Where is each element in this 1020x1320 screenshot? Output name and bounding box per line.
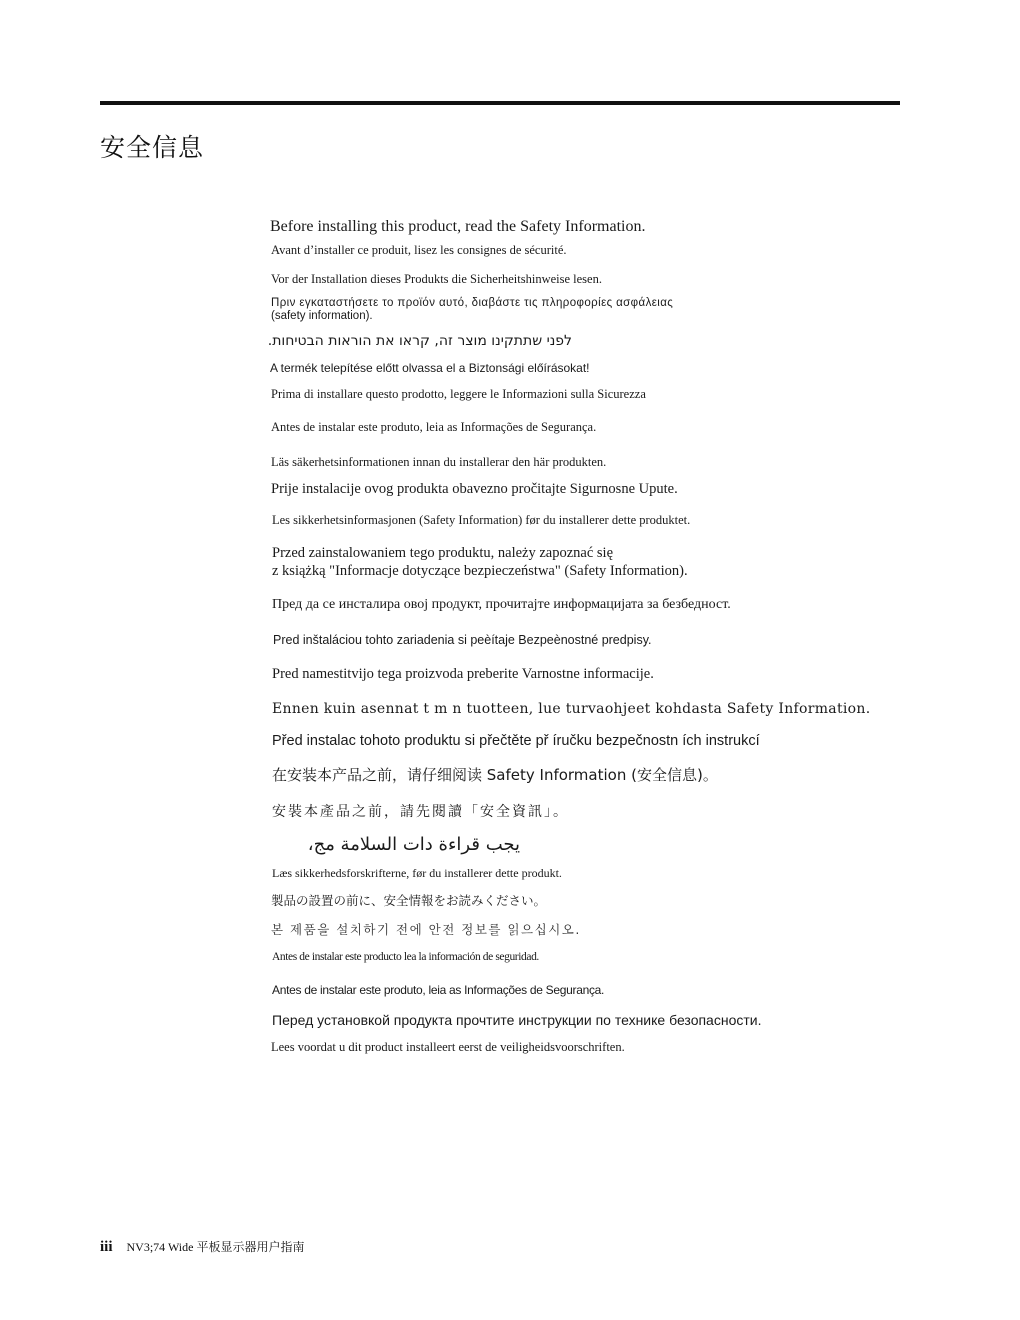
safety-notice-swedish: Läs säkerhetsinformationen innan du installerar den här produkten. — [271, 455, 607, 469]
safety-notice-finnish: Ennen kuin asennat t m n tuotteen, lue turvaohjeet kohdasta Safety Information. — [272, 701, 871, 717]
safety-notice-polish-line2: z książką "Informacje dotyczące bezpieczeństwa" (Safety Information). — [272, 563, 688, 579]
page-number: iii — [100, 1239, 113, 1255]
safety-notice-hebrew: לפני שתתקינו מוצר זה, קראו את הוראות הבטיחות. — [267, 333, 572, 349]
safety-notice-russian: Перед установкой продукта прочтите инструкции по технике безопасности. — [272, 1012, 762, 1028]
top-rule — [100, 101, 900, 105]
safety-notice-czech: Před instalac tohoto produktu si přečtěte př íručku bezpečnostn ích instrukcí — [272, 733, 760, 749]
safety-notice-french: Avant d’installer ce produit, lisez les consignes de sécurité. — [271, 243, 567, 257]
safety-notice-polish-line1: Przed zainstalowaniem tego produktu, należy zapoznać się — [272, 545, 614, 561]
safety-notice-english: Before installing this product, read the Safety Information. — [270, 218, 646, 235]
safety-notice-german: Vor der Installation dieses Produkts die Sicherheitshinweise lesen. — [271, 272, 602, 286]
safety-notice-macedonian: Пред да се инсталира овој продукт, прочитајте информацијата за безбедност. — [272, 597, 731, 612]
safety-notice-italian: Prima di installare questo prodotto, leggere le Informazioni sulla Sicurezza — [271, 387, 646, 401]
footer-document-title: NV3;74 Wide 平板显示器用户指南 — [126, 1240, 305, 1254]
safety-notice-japanese: 製品の設置の前に、安全情報をお読みください。 — [271, 893, 547, 908]
safety-notice-spanish: Antes de instalar este producto lea la información de seguridad. — [272, 951, 539, 963]
safety-notice-greek-line1: Πριν εγκαταστήσετε το προϊόν αυτό, διαβάστε τις πληροφορίες ασφάλειας — [271, 297, 674, 309]
safety-notice-korean: 본 제품을 설치하기 전에 안전 정보를 읽으십시오. — [271, 922, 581, 937]
safety-notice-chinese-traditional: 安裝本產品之前，請先閱讀「安全資訊」。 — [272, 804, 569, 820]
safety-notice-slovak: Pred inštaláciou tohto zariadenia si peèítaje Bezpeènostné predpisy. — [273, 633, 652, 647]
safety-notice-croatian: Prije instalacije ovog produkta obavezno pročitajte Sigurnosne Upute. — [271, 481, 678, 497]
safety-notice-slovenian: Pred namestitvijo tega proizvoda preberite Varnostne informacije. — [272, 666, 654, 682]
page-footer — [100, 1238, 304, 1256]
safety-notice-chinese-simplified: 在安装本产品之前，请仔细阅读 Safety Information (安全信息)。 — [272, 766, 718, 784]
safety-notice-portuguese-br: Antes de instalar este produto, leia as Informações de Segurança. — [271, 420, 597, 434]
safety-notice-greek-line2: (safety information). — [271, 310, 373, 322]
safety-notice-norwegian: Les sikkerhetsinformasjonen (Safety Information) før du installerer dette produktet. — [272, 513, 691, 527]
page-title: 安全信息 — [100, 133, 205, 162]
safety-notice-portuguese: Antes de instalar este produto, leia as Informações de Segurança. — [272, 983, 605, 997]
safety-notice-danish: Læs sikkerhedsforskrifterne, før du installerer dette produkt. — [272, 866, 562, 880]
safety-notice-dutch: Lees voordat u dit product installeert eerst de veiligheidsvoorschriften. — [271, 1040, 625, 1054]
safety-notice-hungarian: A termék telepítése előtt olvassa el a Biztonsági előírásokat! — [270, 361, 590, 375]
safety-notice-arabic: يجب قراءة دات السلامة مج، — [307, 834, 520, 855]
